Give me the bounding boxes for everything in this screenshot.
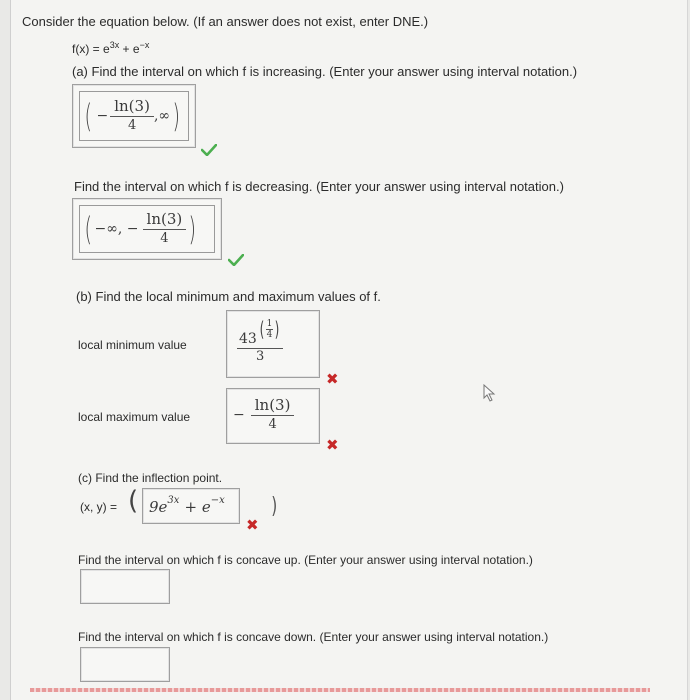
increasing-answer-field[interactable] — [79, 91, 189, 141]
increasing-open-paren: ( — [84, 97, 92, 135]
part-b-prompt: (b) Find the local minimum and maximum values of f. — [76, 289, 381, 304]
decreasing-den: 4 — [160, 231, 169, 246]
max-num: ln(3) — [251, 397, 295, 416]
decreasing-fraction — [143, 211, 187, 247]
min-exp-open: ( — [259, 317, 265, 341]
question-header: Consider the equation below. (If an answer does not exist, enter DNE.) — [22, 14, 429, 29]
local-minimum-fraction — [237, 317, 283, 365]
correct-check-icon — [201, 144, 217, 156]
mouse-pointer-icon — [482, 384, 496, 402]
bottom-divider — [30, 688, 650, 692]
decreasing-prompt: Find the interval on which f is decreasing. (Enter your answer using interval notation.) — [74, 179, 564, 194]
increasing-sign: − — [96, 108, 109, 124]
concave-up-prompt: Find the interval on which f is concave up. (Enter your answer using interval notation.) — [78, 553, 533, 567]
min-exp-close: ) — [274, 317, 280, 341]
decreasing-close-paren: ) — [188, 210, 197, 248]
increasing-rest: ,∞ — [153, 108, 171, 124]
inflection-exp1: 3x — [167, 494, 180, 506]
function-exp2: −x — [139, 40, 150, 50]
min-base: 43 — [239, 331, 257, 347]
max-fraction — [251, 397, 295, 433]
incorrect-x-icon: ✖ — [326, 370, 339, 388]
local-maximum-expression — [233, 397, 294, 433]
decreasing-num: ln(3) — [143, 211, 187, 230]
increasing-num: ln(3) — [110, 98, 154, 117]
inflection-coef: 9e — [149, 498, 168, 516]
incorrect-x-icon: ✖ — [326, 436, 339, 454]
correct-check-icon — [228, 254, 244, 266]
decreasing-answer-box[interactable] — [72, 198, 222, 260]
increasing-prompt: (a) Find the interval on which f is increasing. (Enter your answer using interval notation.) — [72, 64, 578, 79]
inflection-answer-box[interactable] — [142, 488, 240, 524]
inflection-close-paren: ) — [271, 494, 278, 519]
inflection-open-paren: ( — [128, 486, 139, 516]
local-maximum-answer-box[interactable] — [226, 388, 320, 444]
local-maximum-label: local maximum value — [78, 410, 191, 424]
max-sign: − — [233, 407, 245, 423]
min-den: 3 — [255, 349, 265, 364]
min-exp-den: 4 — [266, 329, 273, 340]
function-definition — [72, 40, 149, 56]
min-exp-num: 1 — [266, 318, 273, 329]
max-den: 4 — [268, 417, 277, 432]
local-minimum-label: local minimum value — [78, 338, 187, 352]
min-exp-fraction — [266, 319, 274, 340]
concave-down-input[interactable] — [80, 647, 170, 682]
increasing-fraction — [110, 98, 154, 134]
inflection-plus: + e — [184, 498, 211, 516]
concave-down-prompt: Find the interval on which f is concave down. (Enter your answer using interval notation.) — [78, 630, 549, 644]
decreasing-open-paren: ( — [84, 210, 92, 248]
increasing-den: 4 — [127, 118, 137, 133]
increasing-answer-box[interactable] — [72, 84, 196, 148]
function-exp1: 3x — [109, 40, 120, 50]
local-minimum-answer-box[interactable] — [226, 310, 320, 378]
inflection-exp2: −x — [210, 494, 225, 506]
decreasing-left: −∞, − — [94, 221, 139, 237]
inflection-expression — [149, 494, 225, 516]
increasing-close-paren: ) — [172, 97, 181, 135]
xy-label: (x, y) = — [80, 500, 118, 514]
decreasing-answer-field[interactable] — [79, 205, 215, 253]
function-mid: + e — [119, 42, 140, 56]
part-c-prompt: (c) Find the inflection point. — [78, 471, 223, 485]
incorrect-x-icon: ✖ — [246, 516, 259, 534]
function-lhs: f(x) = e — [72, 42, 110, 56]
concave-up-input[interactable] — [80, 569, 170, 604]
